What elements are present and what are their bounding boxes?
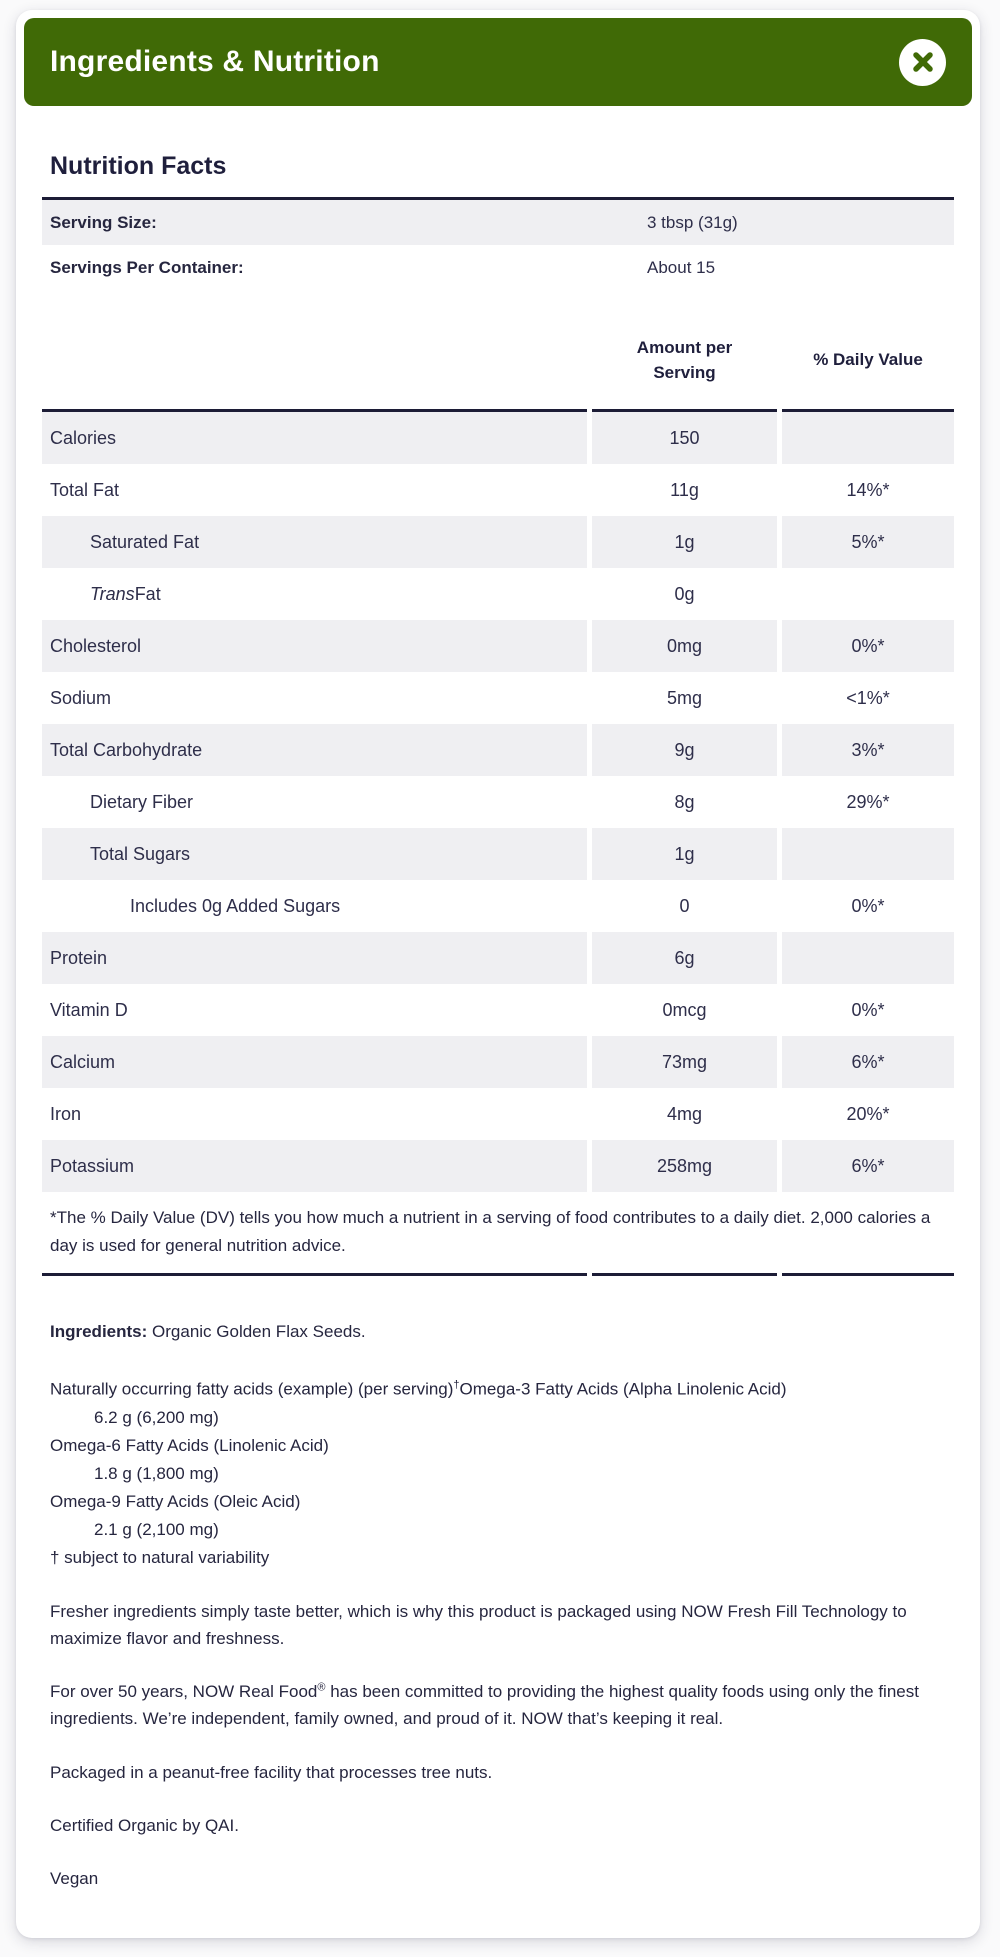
fatty-acid-line: 6.2 g (6,200 mg) (94, 1407, 219, 1427)
fatty-acid-line: Omega-6 Fatty Acids (Linolenic Acid) (50, 1435, 329, 1455)
fatty-acids-block (50, 1371, 954, 1572)
nutrient-label: Total Carbohydrate (42, 724, 587, 776)
label-column-header (42, 318, 587, 412)
modal-header (24, 18, 972, 106)
nutrition-row (42, 1088, 954, 1140)
nutrition-row (42, 412, 954, 464)
close-button[interactable] (899, 39, 946, 86)
nutrition-row (42, 828, 954, 880)
dagger-mark: † (453, 1379, 460, 1392)
nutrition-row (42, 568, 954, 620)
details-section (42, 1318, 954, 1892)
nutrition-row (42, 672, 954, 724)
nutrient-label: Protein (42, 932, 587, 984)
daily-value (782, 568, 954, 620)
fatty-acids-lines (50, 1404, 954, 1544)
brand-text-pre: For over 50 years, NOW Real Food (50, 1682, 318, 1702)
servings-per-container-label: Servings Per Container: (50, 257, 244, 277)
fatty-acid-line: 2.1 g (2,100 mg) (94, 1519, 219, 1539)
nutrient-label: Total Fat (50, 479, 120, 500)
nutrient-label: Saturated Fat (42, 516, 587, 568)
amount-value: 73mg (592, 1036, 777, 1088)
nutrient-label: Potassium (42, 1140, 587, 1192)
nutrient-label: Iron (50, 1103, 82, 1124)
vegan-label: Vegan (50, 1869, 99, 1889)
amount-value: 1g (592, 828, 777, 880)
nutrition-row (42, 1036, 954, 1088)
bottom-rule (42, 1273, 954, 1276)
amount-value: 0g (674, 583, 695, 604)
brand-text-post: has been committed to providing the highest quality foods using only the finest ingredients. We’re independent, family owned, and proud of it. NOW that’s keeping it real. (50, 1682, 919, 1729)
nutrition-row (42, 620, 954, 672)
nutrition-row (42, 516, 954, 568)
fatty-acids-intro-line (50, 1371, 954, 1404)
daily-value (782, 932, 954, 984)
nutrient-label: Vitamin D (50, 999, 128, 1020)
daily-value (782, 412, 954, 464)
nutrition-row (42, 932, 954, 984)
nutrient-label: Calories (42, 412, 587, 464)
daily-value: 5%* (782, 516, 954, 568)
variability-note: † subject to natural variability (50, 1547, 270, 1567)
fatty-acid-line: 1.8 g (1,800 mg) (94, 1463, 219, 1483)
amount-value: 9g (592, 724, 777, 776)
amount-value: 0 (679, 895, 690, 916)
amount-value: 4mg (666, 1103, 702, 1124)
amount-value: 8g (674, 791, 695, 812)
ingredients-label: Ingredients: (50, 1322, 148, 1342)
serving-size-label: Serving Size: (50, 212, 157, 232)
allergen-paragraph: Packaged in a peanut-free facility that processes tree nuts. (50, 1762, 493, 1782)
daily-value: 0%* (782, 620, 954, 672)
daily-value: 3%* (782, 724, 954, 776)
serving-size-value: 3 tbsp (31g) (647, 212, 738, 232)
nutrient-label: Dietary Fiber (90, 791, 194, 812)
ingredients-nutrition-modal (16, 10, 980, 1938)
fatty-acid-line: Omega-9 Fatty Acids (Oleic Acid) (50, 1491, 301, 1511)
daily-value: 6%* (782, 1140, 954, 1192)
fresh-fill-paragraph: Fresher ingredients simply taste better, which is why this product is packaged using NOW Fresh Fill Technology to maximize flavor and freshness. (50, 1601, 907, 1649)
daily-value: 29%* (846, 791, 890, 812)
daily-value: 6%* (782, 1036, 954, 1088)
certified-organic-paragraph: Certified Organic by QAI. (50, 1815, 239, 1835)
daily-value (782, 828, 954, 880)
amount-value: 5mg (666, 687, 702, 708)
nutrient-label: Trans Fat (90, 583, 161, 604)
nutrition-table (42, 412, 954, 1192)
registered-mark: ® (317, 1681, 326, 1694)
nutrition-row (42, 464, 954, 516)
amount-value: 1g (592, 516, 777, 568)
x-icon (910, 49, 936, 75)
daily-value: 20%* (846, 1103, 890, 1124)
amount-value: 0mcg (662, 999, 707, 1020)
modal-title: Ingredients & Nutrition (50, 45, 380, 78)
nutrition-facts-title: Nutrition Facts (50, 152, 227, 180)
amount-value: 258mg (592, 1140, 777, 1192)
amount-value: 150 (592, 412, 777, 464)
daily-value: 14%* (846, 479, 890, 500)
amount-value: 11g (670, 479, 699, 500)
nutrition-row (42, 880, 954, 932)
omega3-line: Omega-3 Fatty Acids (Alpha Linolenic Acid) (459, 1379, 787, 1399)
daily-value: <1%* (846, 687, 890, 708)
amount-value: 0mg (592, 620, 777, 672)
ingredients-value: Organic Golden Flax Seeds. (147, 1322, 366, 1342)
modal-body (16, 152, 980, 1892)
nutrient-label: Cholesterol (42, 620, 587, 672)
servings-per-container-row (42, 245, 954, 290)
amount-value: 6g (592, 932, 777, 984)
daily-value-column-header: % Daily Value (782, 318, 954, 412)
table-header-row (42, 318, 954, 412)
amount-column-header: Amount per Serving (592, 318, 777, 412)
nutrition-row (42, 724, 954, 776)
nutrient-label: Sodium (50, 687, 112, 708)
fatty-acids-intro: Naturally occurring fatty acids (example) (per serving) (50, 1379, 454, 1399)
nutrient-label: Calcium (42, 1036, 587, 1088)
nutrient-label: Total Sugars (42, 828, 587, 880)
nutrient-label: Includes 0g Added Sugars (130, 895, 341, 916)
serving-size-row (42, 200, 954, 245)
nutrition-row (42, 776, 954, 828)
daily-value: 0%* (851, 895, 885, 916)
nutrition-row (42, 1140, 954, 1192)
daily-value-footnote: *The % Daily Value (DV) tells you how much a nutrient in a serving of food contributes to a daily diet. 2,000 calories a day is used for general nutrition advice. (50, 1208, 931, 1255)
nutrition-row (42, 984, 954, 1036)
ingredients-paragraph (50, 1318, 954, 1345)
brand-paragraph (50, 1678, 954, 1732)
servings-per-container-value: About 15 (647, 257, 716, 277)
daily-value: 0%* (851, 999, 885, 1020)
